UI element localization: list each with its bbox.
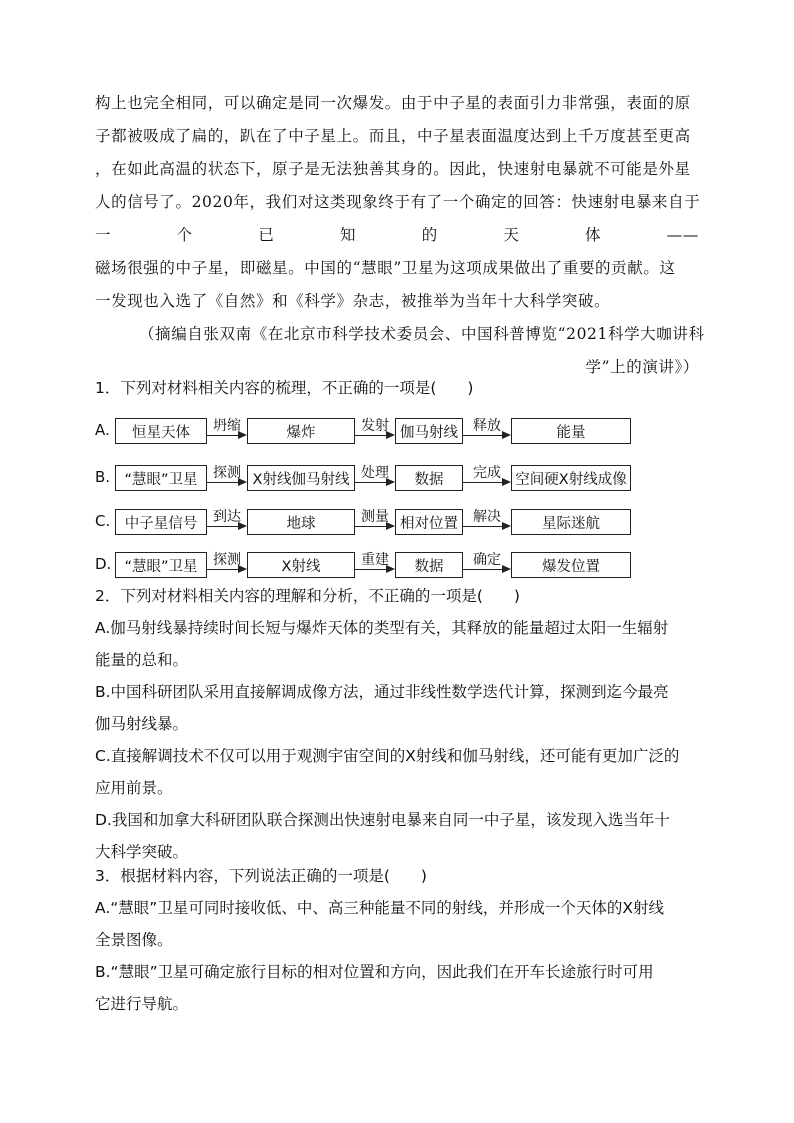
option-line: 能量的总和。 xyxy=(95,651,189,669)
flow-node: 数据 xyxy=(395,465,463,491)
citation-line: （摘编自张双南《在北京市科学技术委员会、中国科普博览“2021科学大咖讲科 xyxy=(139,325,705,343)
spread-char: 体 xyxy=(585,226,602,244)
flow-arrow xyxy=(207,418,247,444)
arrow-shaft xyxy=(207,435,239,436)
flow-arrow xyxy=(355,418,395,444)
option-line: B.“慧眼”卫星可确定旅行目标的相对位置和方向，因此我们在开车长途旅行时可用 xyxy=(95,963,654,981)
arrow-head-icon xyxy=(238,478,247,486)
flow-arrow-label: 释放 xyxy=(473,418,501,434)
option-letter: D. xyxy=(95,555,112,573)
passage-line: ，在如此高温的状态下，原子是无法独善其身的。因此，快速射电暴就不可能是外星 xyxy=(95,160,691,178)
flow-node: “慧眼”卫星 xyxy=(115,552,207,578)
flow-arrow-label: 探测 xyxy=(213,465,241,481)
flow-arrow-label: 探测 xyxy=(213,552,241,568)
flow-arrow xyxy=(355,509,395,535)
flow-node: 数据 xyxy=(395,552,463,578)
flow-arrow-label: 重建 xyxy=(361,552,389,568)
flow-option xyxy=(95,552,655,580)
arrow-head-icon xyxy=(502,478,511,486)
flow-arrow xyxy=(207,552,247,578)
flow-option xyxy=(95,509,655,537)
arrow-shaft xyxy=(355,435,387,436)
flow-arrow-label: 确定 xyxy=(473,552,501,568)
passage-spread-line xyxy=(95,219,699,252)
arrow-head-icon xyxy=(238,431,247,439)
flow-node: 爆炸 xyxy=(247,418,355,444)
flow-node: 爆发位置 xyxy=(511,552,631,578)
spread-char: —— xyxy=(666,226,699,244)
flow-arrow-label: 测量 xyxy=(361,509,389,525)
arrow-shaft xyxy=(355,526,387,527)
flow-node: 相对位置 xyxy=(395,509,463,535)
flow-node: 能量 xyxy=(511,418,631,444)
option-letter: A. xyxy=(95,421,110,439)
flow-option xyxy=(95,418,655,446)
flow-arrow-label: 处理 xyxy=(361,465,389,481)
arrow-head-icon xyxy=(386,522,395,530)
option-line: 大科学突破。 xyxy=(95,843,189,861)
arrow-shaft xyxy=(207,482,239,483)
flow-node: “慧眼”卫星 xyxy=(115,465,207,491)
option-line: D.我国和加拿大科研团队联合探测出快速射电暴来自同一中子星，该发现入选当年十 xyxy=(95,811,670,829)
flow-arrow xyxy=(207,509,247,535)
arrow-shaft xyxy=(207,569,239,570)
flow-arrow-label: 坍缩 xyxy=(213,418,241,434)
arrow-head-icon xyxy=(238,522,247,530)
flow-arrow xyxy=(463,509,511,535)
option-line: 伽马射线暴。 xyxy=(95,715,189,733)
flow-arrow xyxy=(463,465,511,491)
option-line: 全景图像。 xyxy=(95,931,173,949)
spread-char: 天 xyxy=(503,226,520,244)
flow-node: 伽马射线 xyxy=(395,418,463,444)
option-line: 应用前景。 xyxy=(95,779,173,797)
arrow-shaft xyxy=(207,526,239,527)
spread-char: 一 xyxy=(95,226,112,244)
question-stem: 3．根据材料内容，下列说法正确的一项是( ) xyxy=(95,867,427,885)
question-stem: 1．下列对材料相关内容的梳理，不正确的一项是( ) xyxy=(95,379,474,397)
arrow-head-icon xyxy=(502,565,511,573)
flow-arrow xyxy=(207,465,247,491)
arrow-head-icon xyxy=(386,431,395,439)
flow-arrow-label: 发射 xyxy=(361,418,389,434)
passage-line: 人的信号了。2020年，我们对这类现象终于有了一个确定的回答：快速射电暴来自于 xyxy=(95,193,701,211)
flow-node: 空间硬X射线成像 xyxy=(511,465,631,491)
arrow-head-icon xyxy=(238,565,247,573)
flow-arrow xyxy=(355,552,395,578)
passage-line: 构上也完全相同，可以确定是同一次爆发。由于中子星的表面引力非常强，表面的原 xyxy=(95,94,691,112)
flow-option xyxy=(95,465,655,493)
option-line: A.“慧眼”卫星可同时接收低、中、高三种能量不同的射线，并形成一个天体的X射线 xyxy=(95,899,664,917)
option-line: 它进行导航。 xyxy=(95,995,189,1013)
option-letter: B. xyxy=(95,468,111,486)
arrow-shaft xyxy=(463,435,503,436)
spread-char: 个 xyxy=(176,226,193,244)
flow-arrow-label: 完成 xyxy=(473,465,501,481)
arrow-shaft xyxy=(463,482,503,483)
citation-line: 学”上的演讲》） xyxy=(585,358,699,376)
spread-char: 知 xyxy=(340,226,357,244)
passage xyxy=(95,87,705,384)
flow-node: 恒星天体 xyxy=(115,418,207,444)
question-2 xyxy=(95,580,699,868)
arrow-shaft xyxy=(355,569,387,570)
flow-node: 中子星信号 xyxy=(115,509,207,535)
flow-node: 地球 xyxy=(247,509,355,535)
flow-arrow-label: 到达 xyxy=(213,509,241,525)
arrow-head-icon xyxy=(386,478,395,486)
spread-char: 的 xyxy=(421,226,438,244)
question-3 xyxy=(95,860,699,1020)
flow-arrow xyxy=(355,465,395,491)
passage-line: 子都被吸成了扁的，趴在了中子星上。而且，中子星表面温度达到上千万度甚至更高 xyxy=(95,127,691,145)
option-letter: C. xyxy=(95,512,111,530)
question-stem: 2．下列对材料相关内容的理解和分析，不正确的一项是( ) xyxy=(95,587,520,605)
flow-node: 星际迷航 xyxy=(511,509,631,535)
passage-line: 一发现也入选了《自然》和《科学》杂志，被推举为当年十大科学突破。 xyxy=(95,292,611,310)
option-line: C.直接解调技术不仅可以用于观测宇宙空间的X射线和伽马射线，还可能有更加广泛的 xyxy=(95,747,680,765)
arrow-shaft xyxy=(463,569,503,570)
option-line: B.中国科研团队采用直接解调成像方法，通过非线性数学迭代计算，探测到迄今最亮 xyxy=(95,683,669,701)
flow-node: X射线 xyxy=(247,552,355,578)
arrow-shaft xyxy=(463,526,503,527)
arrow-head-icon xyxy=(386,565,395,573)
flow-arrow xyxy=(463,552,511,578)
passage-line: 磁场很强的中子星，即磁星。中国的“慧眼”卫星为这项成果做出了重要的贡献。这 xyxy=(95,259,676,277)
flow-node: X射线伽马射线 xyxy=(247,465,355,491)
spread-char: 已 xyxy=(258,226,275,244)
option-line: A.伽马射线暴持续时间长短与爆炸天体的类型有关，其释放的能量超过太阳一生辐射 xyxy=(95,619,669,637)
arrow-head-icon xyxy=(502,431,511,439)
arrow-shaft xyxy=(355,482,387,483)
question-1 xyxy=(95,372,699,404)
arrow-head-icon xyxy=(502,522,511,530)
flow-arrow xyxy=(463,418,511,444)
flow-arrow-label: 解决 xyxy=(473,509,501,525)
